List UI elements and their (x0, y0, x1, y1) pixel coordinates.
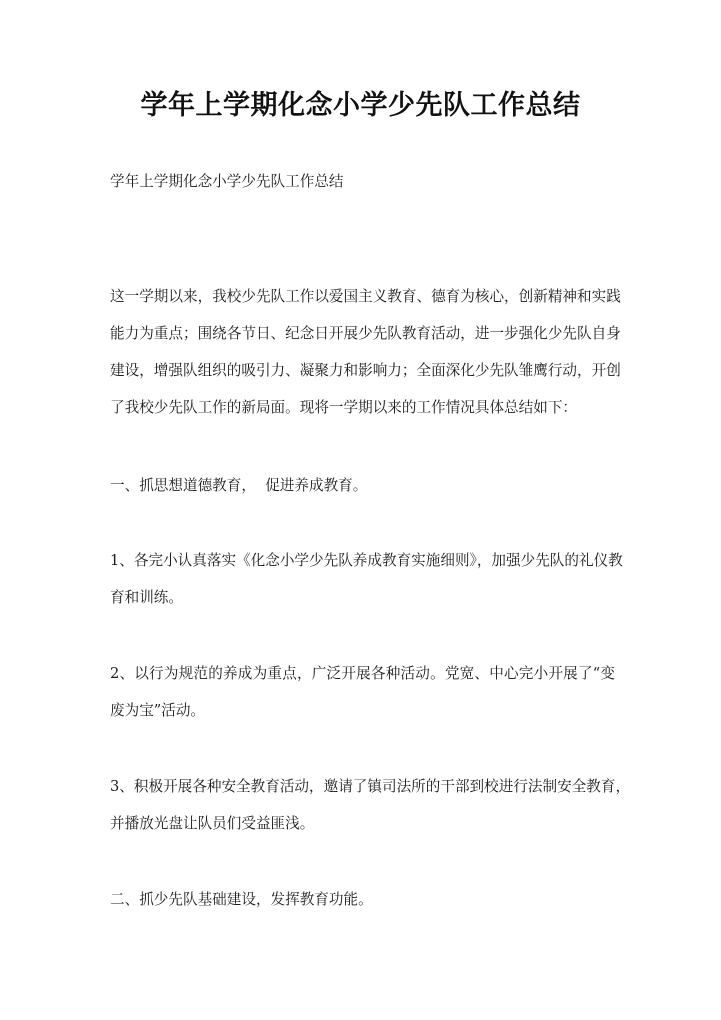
intro-line-3: 建设，增强队组织的吸引力、凝聚力和影响力；全面深化少先队雏鹰行动，开创 (110, 362, 621, 379)
intro-line-4: 了我校少先队工作的新局面。现将一学期以来的工作情况具体总结如下： (110, 399, 578, 416)
section-2-heading: 二、抓少先队基础建设，发挥教育功能。 (110, 891, 373, 908)
section-1-heading: 一、抓思想道德教育， 促进养成教育。 (110, 477, 368, 494)
document-title: 学年上学期化念小学少先队工作总结 (140, 90, 581, 121)
document-subtitle: 学年上学期化念小学少先队工作总结 (110, 173, 344, 190)
intro-line-1: 这一学期以来，我校少先队工作以爱国主义教育、德育为核心，创新精神和实践 (110, 288, 621, 305)
section-1-item-1-line-1: 1、各完小认真落实《化念小学少先队养成教育实施细则》，加强少先队的礼仪教 (110, 552, 623, 569)
intro-line-2: 能力为重点；围绕各节日、纪念日开展少先队教育活动，进一步强化少先队自身 (110, 325, 621, 342)
section-1-item-3-line-1: 3、积极开展各种安全教育活动，邀请了镇司法所的干部到校进行法制安全教育， (110, 778, 631, 795)
section-1-item-2-line-2: 废为宝”活动。 (110, 702, 206, 719)
section-1-item-2-line-1: 2、以行为规范的养成为重点，广泛开展各种活动。党宽、中心完小开展了“变 (110, 665, 615, 682)
section-1-item-3-line-2: 并播放光盘让队员们受益匪浅。 (110, 815, 315, 832)
section-1-item-1-line-2: 育和训练。 (110, 589, 183, 606)
